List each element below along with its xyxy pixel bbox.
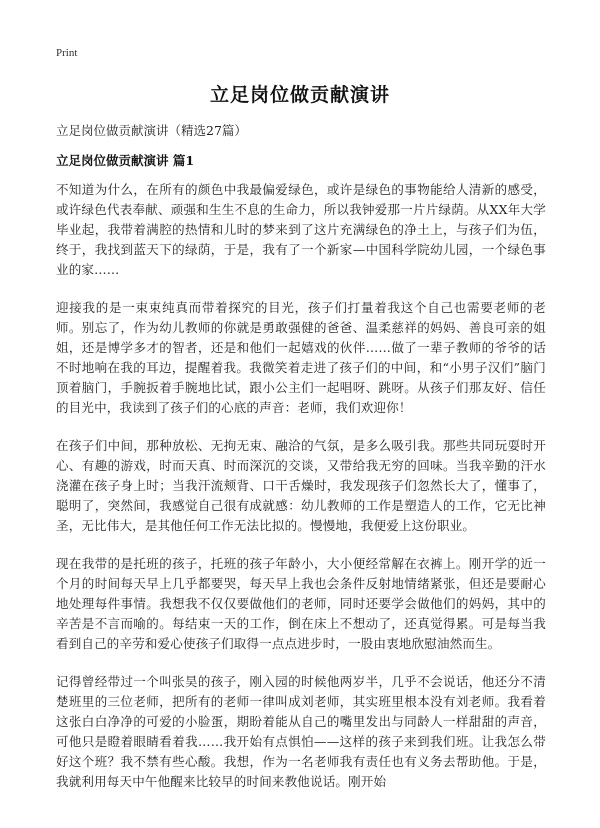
section-heading: 立足岗位做贡献演讲 篇1 xyxy=(56,153,195,168)
article-subtitle: 立足岗位做贡献演讲（精选27篇） xyxy=(56,123,247,138)
paragraph: 在孩子们中间，那种放松、无拘无束、融洽的气氛，是多么吸引我。那些共同玩耍时开心、有趣的游戏，时而天真、时而深沉的交谈，又带给我无穷的回味。当我辛勤的汗水浇灌在孩子身上时；当我汗流颊背、口干舌燥时，我发现孩子们忽然长大了，懂事了，聪明了，突然间，我感觉自己很有成就感：幼儿教师的工作是塑造人的工作，它无比神圣，无比伟大，是其他任何工作无法比拟的。慢慢地，我便爱上这份职业。 xyxy=(56,438,546,533)
print-link[interactable]: Print xyxy=(56,47,78,59)
page-title: 立足岗位做贡献演讲 xyxy=(209,84,390,106)
paragraph: 不知道为什么，在所有的颜色中我最偏爱绿色，或许是绿色的事物能给人清新的感受，或许绿色代表奉献、顽强和生生不息的生命力，所以我钟爱那一片片绿荫。从XX年大学毕业起，我带着满腔的热情和儿时的梦来到了这片充满绿色的净土上，与孩子们为伍，终于，我找到蓝天下的绿荫，于是，我有了一个新家—中国科学院幼儿园，一个绿色事业的家…… xyxy=(56,182,546,277)
paragraph: 现在我带的是托班的孩子，托班的孩子年龄小，大小便经常解在衣裤上。刚开学的近一个月的时间每天早上几乎都要哭，每天早上我也会条件反射地情绪紧张，但还是要耐心地处理每件事情。我想我不仅仅要做他们的老师，同时还要学会做他们的妈妈，其中的辛苦是不言而喻的。每结束一天的工作，倒在床上不想动了，还真觉得累。可是每当我看到自己的辛劳和爱心使孩子们取得一点点进步时，一股由衷地欣慰油然而生。 xyxy=(56,556,546,651)
paragraph: 迎接我的是一束束纯真而带着探究的目光，孩子们打量着我这个自己也需要老师的老师。别忘了，作为幼儿教师的你就是勇敢强健的爸爸、温柔慈祥的妈妈、善良可亲的姐姐，还是博学多才的智者，还是和他们一起嬉戏的伙伴……做了一辈子教师的爷爷的话不时地响在我的耳边，提醒着我。我微笑着走进了孩子们的中间，和“小男子汉们”脑门顶着脑门，手腕扳着手腕地比试，跟小公主们一起唱呀、跳呀。从孩子们那友好、信任的目光中，我读到了孩子们的心底的声音：老师，我们欢迎你！ xyxy=(56,300,546,415)
paragraph: 记得曾经带过一个叫张昊的孩子，刚入园的时候他两岁半，几乎不会说话，他还分不清楚班里的三位老师，把所有的老师一律叫成刘老师，其实班里根本没有刘老师。我看着这张白白净净的可爱的小脸蛋，期盼着能从自己的嘴里发出与同龄人一样甜甜的声音，可他只是瞪着眼睛看着我……我开始有点惧怕——这样的孩子来到我们班。让我怎么带好这个班？我不禁有些心酸。我想，作为一名老师我有责任也有义务去帮助他。于是，我就利用每天中午他醒来比较早的时间来教他说话。刚开始 xyxy=(56,674,546,789)
article-body xyxy=(56,180,546,810)
